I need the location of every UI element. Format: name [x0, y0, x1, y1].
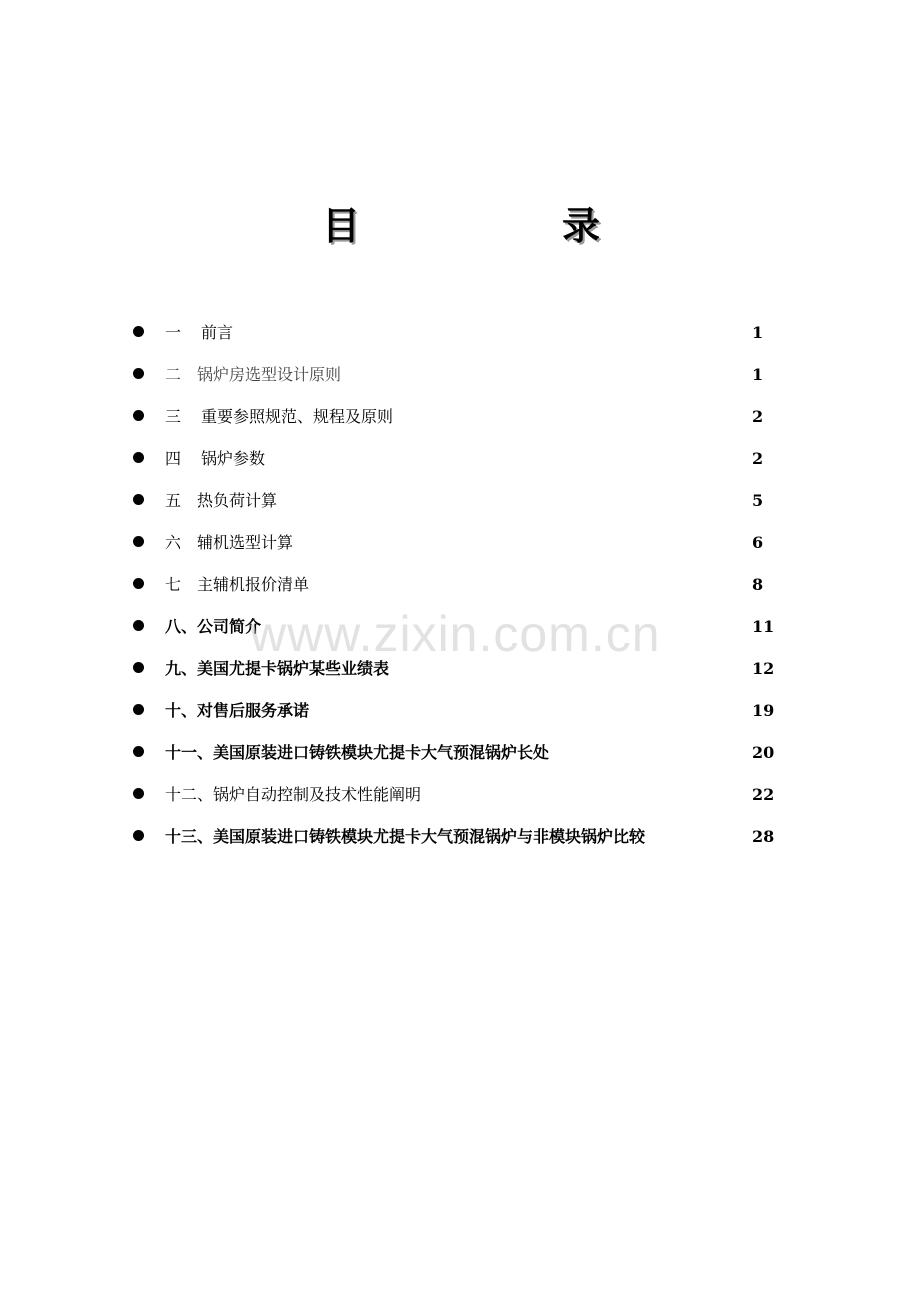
- toc-entry-page: 2: [752, 407, 764, 426]
- bullet-icon: [133, 830, 144, 841]
- bullet-icon: [133, 578, 144, 589]
- toc-entry-page: 28: [752, 827, 775, 846]
- bullet-icon: [133, 746, 144, 757]
- toc-entry-page: 22: [752, 785, 775, 804]
- toc-entry-page: 6: [752, 533, 764, 552]
- bullet-icon: [133, 494, 144, 505]
- toc-entry-label: 前言: [201, 323, 234, 342]
- toc-entry-page: 5: [752, 491, 764, 510]
- toc-entry[interactable]: [0, 607, 920, 649]
- bullet-icon: [133, 368, 144, 379]
- bullet-icon: [133, 410, 144, 421]
- toc-entry-label: 十一、美国原装进口铸铁模块尤提卡大气预混锅炉长处: [165, 743, 550, 762]
- toc-entry-number: 三: [165, 407, 182, 426]
- title-char-2: 录: [562, 203, 601, 248]
- toc-entry-number: 六: [165, 533, 182, 552]
- toc-entry-label: 重要参照规范、规程及原则: [201, 407, 394, 426]
- toc-entry-page: 8: [752, 575, 764, 594]
- bullet-icon: [133, 536, 144, 547]
- toc-entry[interactable]: [0, 481, 920, 523]
- toc-entry-label: 锅炉参数: [201, 449, 266, 468]
- toc-entry-label: 十、对售后服务承诺: [165, 701, 310, 720]
- toc-entry-label: 九、美国尤提卡锅炉某些业绩表: [165, 659, 390, 678]
- toc-entry[interactable]: [0, 733, 920, 775]
- toc-entry[interactable]: [0, 817, 920, 859]
- toc-entry[interactable]: [0, 397, 920, 439]
- toc-entry-page: 2: [752, 449, 764, 468]
- toc-entry-page: 11: [752, 617, 775, 636]
- toc-entry[interactable]: [0, 775, 920, 817]
- toc-entry[interactable]: [0, 355, 920, 397]
- title-char-1: 目: [322, 203, 361, 248]
- toc-entry[interactable]: [0, 691, 920, 733]
- bullet-icon: [133, 326, 144, 337]
- toc-entry-number: 五: [165, 491, 182, 510]
- toc-entry-label: 辅机选型计算: [197, 533, 294, 552]
- toc-entry-page: 12: [752, 659, 775, 678]
- toc-entry-page: 19: [752, 701, 775, 720]
- watermark: www.zixin.com.cn: [250, 606, 661, 662]
- bullet-icon: [133, 452, 144, 463]
- toc-entry-label: 主辅机报价清单: [197, 575, 310, 594]
- toc-entry-label: 八、公司简介: [165, 617, 262, 636]
- toc-entry-number: 二: [165, 365, 182, 384]
- toc-entry-label: 十三、美国原装进口铸铁模块尤提卡大气预混锅炉与非模块锅炉比较: [165, 827, 646, 846]
- toc-entry-label: 热负荷计算: [197, 491, 278, 510]
- toc-entry-number: 四: [165, 449, 182, 468]
- toc-entry-page: 1: [752, 323, 764, 342]
- toc-entry-number: 七: [165, 575, 182, 594]
- toc-entry-page: 1: [752, 365, 764, 384]
- bullet-icon: [133, 704, 144, 715]
- page-title: [0, 198, 920, 254]
- toc-entry[interactable]: [0, 565, 920, 607]
- toc-entry-page: 20: [752, 743, 775, 762]
- bullet-icon: [133, 620, 144, 631]
- bullet-icon: [133, 662, 144, 673]
- toc-entry[interactable]: [0, 523, 920, 565]
- toc-entry[interactable]: [0, 649, 920, 691]
- toc-entry-label: 锅炉房选型设计原则: [197, 365, 342, 384]
- toc-entry[interactable]: [0, 439, 920, 481]
- toc-entry-label: 十二、锅炉自动控制及技术性能阐明: [165, 785, 422, 804]
- bullet-icon: [133, 788, 144, 799]
- toc-entry[interactable]: [0, 313, 920, 355]
- toc-entry-number: 一: [165, 323, 182, 342]
